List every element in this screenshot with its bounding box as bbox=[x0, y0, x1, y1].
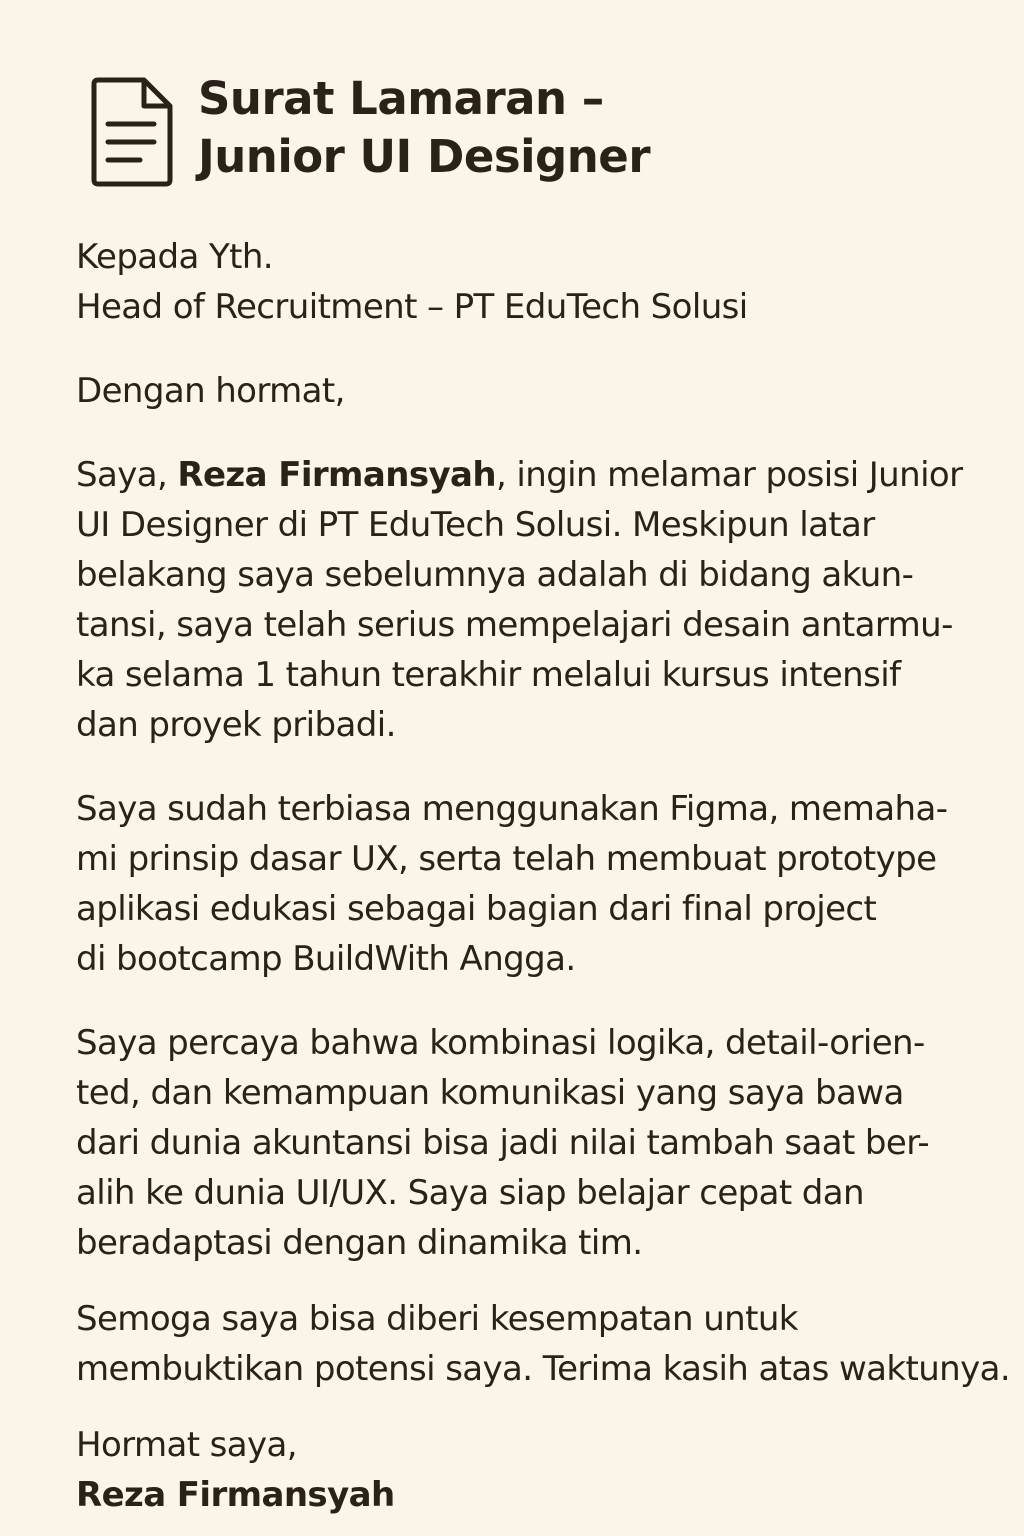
paragraph-1-line-4: tansi, saya telah serius mempelajari desain antarmu- bbox=[76, 605, 953, 645]
paragraph-3 bbox=[76, 1018, 996, 1268]
title-line-1: Surat Lamaran – bbox=[198, 72, 604, 125]
page-title bbox=[198, 70, 650, 186]
paragraph-2 bbox=[76, 784, 996, 984]
signature-name: Reza Firmansyah bbox=[76, 1475, 395, 1515]
paragraph-4-line-2: membuktikan potensi saya. Terima kasih atas waktunya. bbox=[76, 1349, 1011, 1389]
paragraph-1-line-1 bbox=[76, 450, 996, 500]
letter-header bbox=[88, 70, 650, 188]
paragraph-1-line-1-rest: , ingin melamar posisi Junior bbox=[495, 455, 963, 495]
greeting-text: Dengan hormat, bbox=[76, 371, 345, 411]
recipient-block bbox=[76, 232, 996, 332]
applicant-name: Reza Firmansyah bbox=[177, 455, 496, 495]
paragraph-3-line-3: dari dunia akuntansi bisa jadi nilai tambah saat ber- bbox=[76, 1123, 930, 1163]
paragraph-2-line-2: mi prinsip dasar UX, serta telah membuat prototype bbox=[76, 839, 937, 879]
paragraph-1-line-5: ka selama 1 tahun terakhir melalui kursus intensif bbox=[76, 655, 901, 695]
paragraph-4 bbox=[76, 1294, 1011, 1394]
paragraph-1-line-2: UI Designer di PT EduTech Solusi. Meskipun latar bbox=[76, 505, 875, 545]
paragraph-2-line-1: Saya sudah terbiasa menggunakan Figma, memaha- bbox=[76, 789, 948, 829]
closing-block bbox=[76, 1420, 996, 1520]
paragraph-3-line-4: alih ke dunia UI/UX. Saya siap belajar cepat dan bbox=[76, 1173, 864, 1213]
paragraph-4-line-1: Semoga saya bisa diberi kesempatan untuk bbox=[76, 1299, 798, 1339]
greeting bbox=[76, 366, 996, 416]
paragraph-3-line-1: Saya percaya bahwa kombinasi logika, detail-orien- bbox=[76, 1023, 925, 1063]
paragraph-1 bbox=[76, 450, 996, 750]
recipient-line-2: Head of Recruitment – PT EduTech Solusi bbox=[76, 287, 748, 327]
paragraph-1-line-6: dan proyek pribadi. bbox=[76, 705, 396, 745]
closing-salutation: Hormat saya, bbox=[76, 1425, 297, 1465]
paragraph-3-line-5: beradaptasi dengan dinamika tim. bbox=[76, 1223, 643, 1263]
paragraph-2-line-4: di bootcamp BuildWith Angga. bbox=[76, 939, 576, 979]
recipient-line-1: Kepada Yth. bbox=[76, 237, 274, 277]
paragraph-1-line-3: belakang saya sebelumnya adalah di bidang akun- bbox=[76, 555, 914, 595]
paragraph-1-prefix: Saya, bbox=[76, 455, 178, 495]
title-line-2: Junior UI Designer bbox=[198, 130, 651, 183]
paragraph-3-line-2: ted, dan kemampuan komunikasi yang saya bawa bbox=[76, 1073, 904, 1113]
paragraph-2-line-3: aplikasi edukasi sebagai bagian dari final project bbox=[76, 889, 877, 929]
letter-body bbox=[76, 232, 1011, 1520]
document-icon bbox=[88, 76, 174, 188]
